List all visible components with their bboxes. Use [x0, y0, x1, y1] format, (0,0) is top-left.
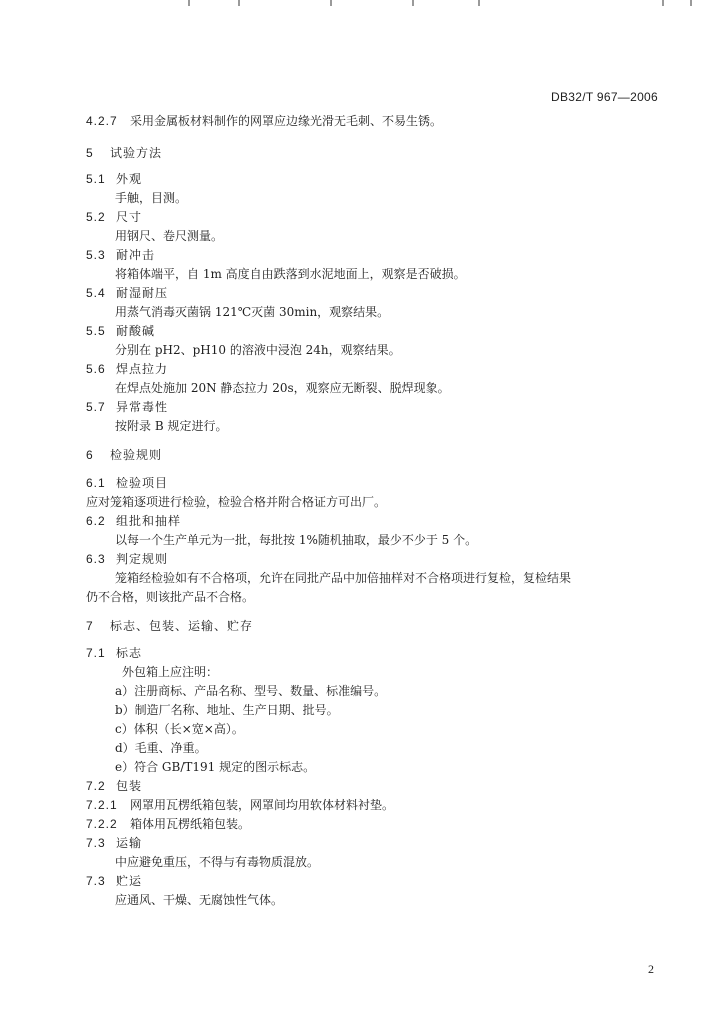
clause-body: 外包箱上应注明：: [122, 665, 219, 679]
clause-number: 5.5: [86, 324, 106, 338]
clause-body: 中应避免重压，不得与有毒物质混放。: [115, 855, 320, 869]
clause-heading-5-1: [86, 171, 142, 187]
clause-number: 6.2: [86, 514, 106, 528]
clause-number: 7.1: [86, 646, 106, 660]
clause-title: 包装: [116, 779, 143, 793]
list-item-b: b）制造厂名称、地址、生产日期、批号。: [115, 703, 339, 717]
section-title: 试验方法: [110, 146, 163, 160]
clause-heading-6-2: [86, 513, 181, 529]
section-title: 检验规则: [110, 448, 163, 462]
clause-7-2-1: [86, 797, 394, 813]
section-heading-5: [86, 145, 162, 161]
clause-number: 5.4: [86, 286, 106, 300]
section-number: 7: [86, 619, 94, 633]
list-item-a: a）注册商标、产品名称、型号、数量、标准编号。: [115, 684, 387, 698]
clause-body: 以每一个生产单元为一批，每批按 1%随机抽取，最少不少于 5 个。: [115, 533, 478, 547]
clause-title: 标志: [116, 646, 143, 660]
section-heading-7: [86, 618, 253, 634]
clause-number: 5.3: [86, 248, 106, 262]
clause-heading-6-3: [86, 551, 168, 567]
clause-number: 7.2: [86, 779, 106, 793]
clause-heading-5-4: [86, 285, 168, 301]
clause-body: 应通风、干燥、无腐蚀性气体。: [115, 893, 284, 907]
clause-number: 7.3: [86, 874, 106, 888]
clause-heading-7-1: [86, 645, 142, 661]
clause-title: 耐湿耐压: [116, 286, 169, 300]
list-item-d: d）毛重、净重。: [115, 741, 207, 755]
section-heading-6: [86, 447, 162, 463]
clause-title: 组批和抽样: [116, 514, 182, 528]
clause-title: 贮运: [116, 874, 143, 888]
clause-body: 应对笼箱逐项进行检验，检验合格并附合格证方可出厂。: [86, 495, 387, 509]
clause-heading-7-3-storage: [86, 873, 142, 889]
clause-body: 笼箱经检验如有不合格项，允许在同批产品中加倍抽样对不合格项进行复检，复检结果: [115, 571, 572, 585]
clause-title: 运输: [116, 836, 143, 850]
clause-title: 检验项目: [116, 476, 169, 490]
clause-heading-5-6: [86, 361, 168, 377]
clause-title: 耐冲击: [116, 248, 156, 262]
clause-number: 5.2: [86, 210, 106, 224]
clause-body: 按附录 B 规定进行。: [115, 419, 228, 433]
section-number: 5: [86, 146, 94, 160]
clause-number: 7.3: [86, 836, 106, 850]
list-item-c: c）体积（长×宽×高）。: [115, 722, 244, 736]
clause-4-2-7: [86, 113, 442, 129]
clause-body: 将箱体端平，自 1m 高度自由跌落到水泥地面上，观察是否破损。: [115, 267, 466, 281]
clause-number: 6.1: [86, 476, 106, 490]
clause-7-2-2: [86, 816, 250, 832]
page-number: 2: [648, 962, 654, 976]
list-item-e: e）符合 GB/T191 规定的图示标志。: [115, 760, 316, 774]
clause-title: 耐酸碱: [116, 324, 156, 338]
clause-title: 异常毒性: [116, 400, 169, 414]
clause-number: 5.7: [86, 400, 106, 414]
clause-number: 5.1: [86, 172, 106, 186]
clause-title: 尺寸: [116, 210, 143, 224]
clause-title: 判定规则: [116, 552, 169, 566]
clause-number: 5.6: [86, 362, 106, 376]
clause-heading-7-2: [86, 778, 142, 794]
clause-heading-5-7: [86, 399, 168, 415]
clause-heading-5-3: [86, 247, 155, 263]
clause-body: 分别在 pH2、pH10 的溶液中浸泡 24h，观察结果。: [115, 343, 401, 357]
section-number: 6: [86, 448, 94, 462]
clause-body-continued: 仍不合格，则该批产品不合格。: [86, 590, 255, 604]
clause-text: 采用金属板材料制作的网罩应边缘光滑无毛刺、不易生锈。: [130, 114, 443, 128]
clause-title: 外观: [116, 172, 143, 186]
clause-number: 7.2.2: [86, 817, 118, 831]
clause-text: 箱体用瓦楞纸箱包装。: [130, 817, 251, 831]
clause-title: 焊点拉力: [116, 362, 169, 376]
clause-heading-5-5: [86, 323, 155, 339]
top-scan-marks: [0, 0, 724, 8]
clause-body: 手触，目测。: [115, 191, 188, 205]
clause-heading-7-3-transport: [86, 835, 142, 851]
clause-body: 在焊点处施加 20N 静态拉力 20s，观察应无断裂、脱焊现象。: [115, 381, 450, 395]
clause-heading-5-2: [86, 209, 142, 225]
document-code: DB32/T 967—2006: [550, 90, 658, 104]
clause-heading-6-1: [86, 475, 168, 491]
clause-text: 网罩用瓦楞纸箱包装，网罩间均用软体材料衬垫。: [130, 798, 395, 812]
clause-body: 用蒸气消毒灭菌锅 121℃灭菌 30min，观察结果。: [115, 305, 390, 319]
clause-number: 6.3: [86, 552, 106, 566]
clause-number: 4.2.7: [86, 114, 118, 128]
clause-body: 用钢尺、卷尺测量。: [115, 229, 224, 243]
clause-number: 7.2.1: [86, 798, 118, 812]
section-title: 标志、包装、运输、贮存: [110, 619, 254, 633]
